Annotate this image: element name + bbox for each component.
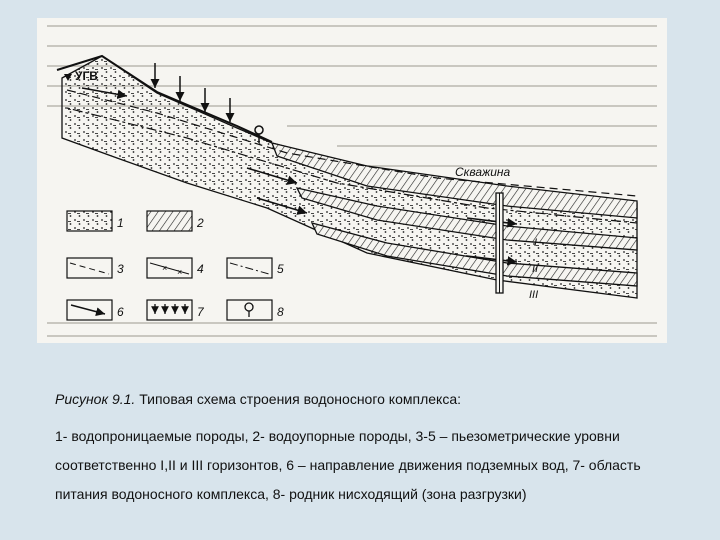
caption-text: 1- водопроницаемые породы, 2- водоупорные породы, 3-5 – пьезометрические уровни соответственно I,II и III горизонтов, 6 – направление движения подземных вод, 7- область питания водоносного комплекса, 8- родник нисходящий (зона разгрузки) bbox=[55, 428, 641, 502]
legend-swatch-1 bbox=[67, 211, 112, 231]
well-icon bbox=[496, 193, 503, 293]
legend-label-7: 7 bbox=[197, 305, 204, 319]
legend-label-2: 2 bbox=[197, 216, 204, 230]
svg-text:×: × bbox=[162, 263, 168, 273]
legend-label-4: 4 bbox=[197, 262, 204, 276]
horizon-3-label: III bbox=[529, 289, 539, 301]
legend-label-1: 1 bbox=[117, 216, 124, 230]
figure-panel bbox=[37, 18, 667, 343]
horizon-2-label: II bbox=[532, 263, 539, 275]
figure-label: Рисунок 9.1. bbox=[55, 391, 136, 407]
legend-label-8: 8 bbox=[277, 305, 284, 319]
legend bbox=[67, 211, 284, 320]
legend-label-6: 6 bbox=[117, 305, 124, 319]
horizon-1-label: I bbox=[534, 237, 538, 249]
aquifer-diagram bbox=[37, 18, 667, 343]
legend-label-5: 5 bbox=[277, 262, 284, 276]
figure-caption bbox=[55, 385, 675, 509]
caption-title bbox=[55, 385, 675, 414]
well-label: Скважина bbox=[455, 165, 511, 179]
legend-label-3: 3 bbox=[117, 262, 124, 276]
svg-text:×: × bbox=[177, 267, 183, 277]
figure-title: Типовая схема строения водоносного комплекса: bbox=[135, 391, 461, 407]
legend-swatch-2 bbox=[147, 211, 192, 231]
groundwater-level-label: УГВ bbox=[75, 69, 98, 83]
